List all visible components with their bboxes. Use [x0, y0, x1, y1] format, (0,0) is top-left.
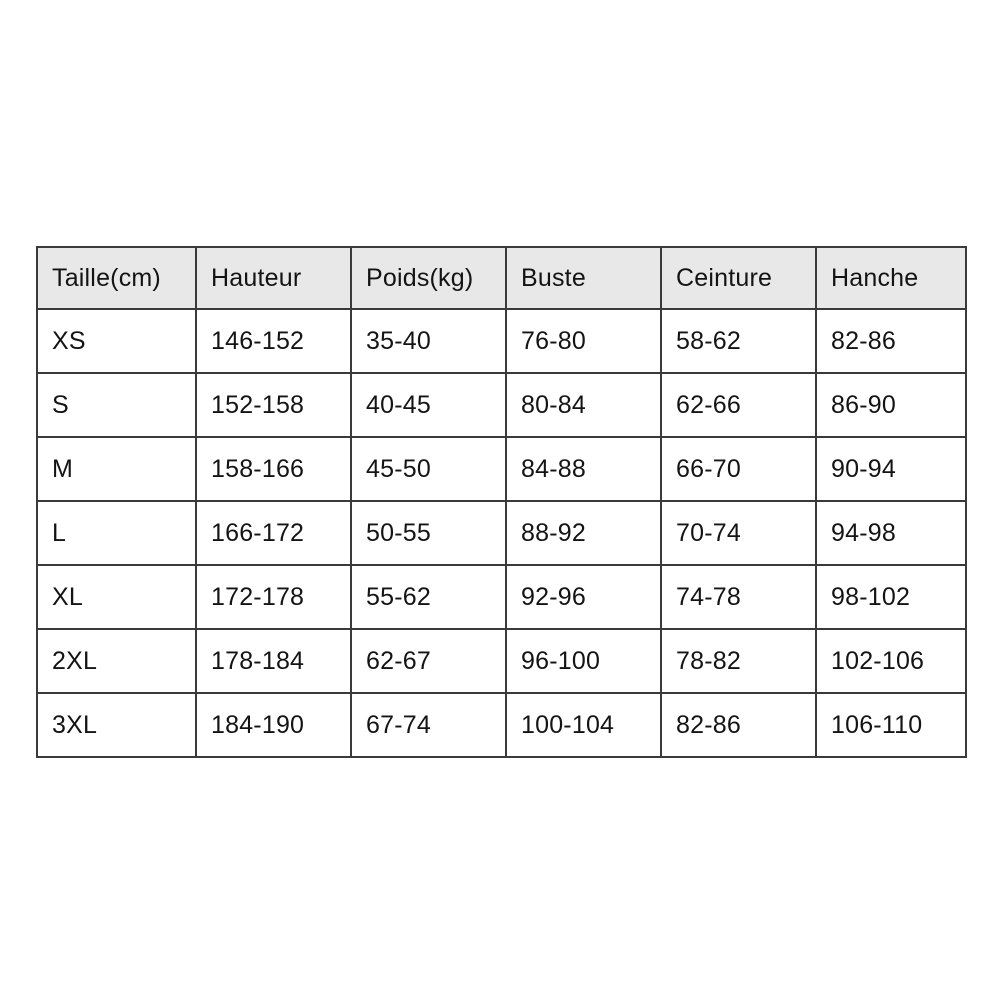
- measurement-cell: 66-70: [661, 437, 816, 501]
- size-label-cell: XL: [37, 565, 196, 629]
- table-header: [37, 247, 966, 309]
- measurement-cell: 178-184: [196, 629, 351, 693]
- header-row: [37, 247, 966, 309]
- table-row: [37, 309, 966, 373]
- table-row: [37, 501, 966, 565]
- table-row: [37, 373, 966, 437]
- measurement-cell: 62-66: [661, 373, 816, 437]
- measurement-cell: 84-88: [506, 437, 661, 501]
- measurement-cell: 158-166: [196, 437, 351, 501]
- column-header: Poids(kg): [351, 247, 506, 309]
- measurement-cell: 96-100: [506, 629, 661, 693]
- measurement-cell: 94-98: [816, 501, 966, 565]
- measurement-cell: 67-74: [351, 693, 506, 757]
- measurement-cell: 92-96: [506, 565, 661, 629]
- measurement-cell: 100-104: [506, 693, 661, 757]
- table-body: [37, 309, 966, 757]
- size-label-cell: 2XL: [37, 629, 196, 693]
- column-header: Buste: [506, 247, 661, 309]
- measurement-cell: 78-82: [661, 629, 816, 693]
- size-chart-table: [36, 246, 967, 758]
- table-row: [37, 437, 966, 501]
- table-row: [37, 693, 966, 757]
- measurement-cell: 40-45: [351, 373, 506, 437]
- column-header: Hauteur: [196, 247, 351, 309]
- measurement-cell: 80-84: [506, 373, 661, 437]
- measurement-cell: 82-86: [816, 309, 966, 373]
- measurement-cell: 35-40: [351, 309, 506, 373]
- measurement-cell: 102-106: [816, 629, 966, 693]
- column-header: Ceinture: [661, 247, 816, 309]
- measurement-cell: 172-178: [196, 565, 351, 629]
- table-row: [37, 565, 966, 629]
- measurement-cell: 82-86: [661, 693, 816, 757]
- measurement-cell: 58-62: [661, 309, 816, 373]
- column-header: Hanche: [816, 247, 966, 309]
- measurement-cell: 88-92: [506, 501, 661, 565]
- measurement-cell: 74-78: [661, 565, 816, 629]
- measurement-cell: 184-190: [196, 693, 351, 757]
- size-label-cell: XS: [37, 309, 196, 373]
- measurement-cell: 86-90: [816, 373, 966, 437]
- measurement-cell: 166-172: [196, 501, 351, 565]
- measurement-cell: 146-152: [196, 309, 351, 373]
- size-label-cell: S: [37, 373, 196, 437]
- measurement-cell: 106-110: [816, 693, 966, 757]
- measurement-cell: 76-80: [506, 309, 661, 373]
- measurement-cell: 55-62: [351, 565, 506, 629]
- measurement-cell: 50-55: [351, 501, 506, 565]
- table-row: [37, 629, 966, 693]
- measurement-cell: 98-102: [816, 565, 966, 629]
- measurement-cell: 62-67: [351, 629, 506, 693]
- measurement-cell: 90-94: [816, 437, 966, 501]
- column-header: Taille(cm): [37, 247, 196, 309]
- measurement-cell: 70-74: [661, 501, 816, 565]
- size-label-cell: M: [37, 437, 196, 501]
- size-label-cell: L: [37, 501, 196, 565]
- measurement-cell: 152-158: [196, 373, 351, 437]
- measurement-cell: 45-50: [351, 437, 506, 501]
- size-label-cell: 3XL: [37, 693, 196, 757]
